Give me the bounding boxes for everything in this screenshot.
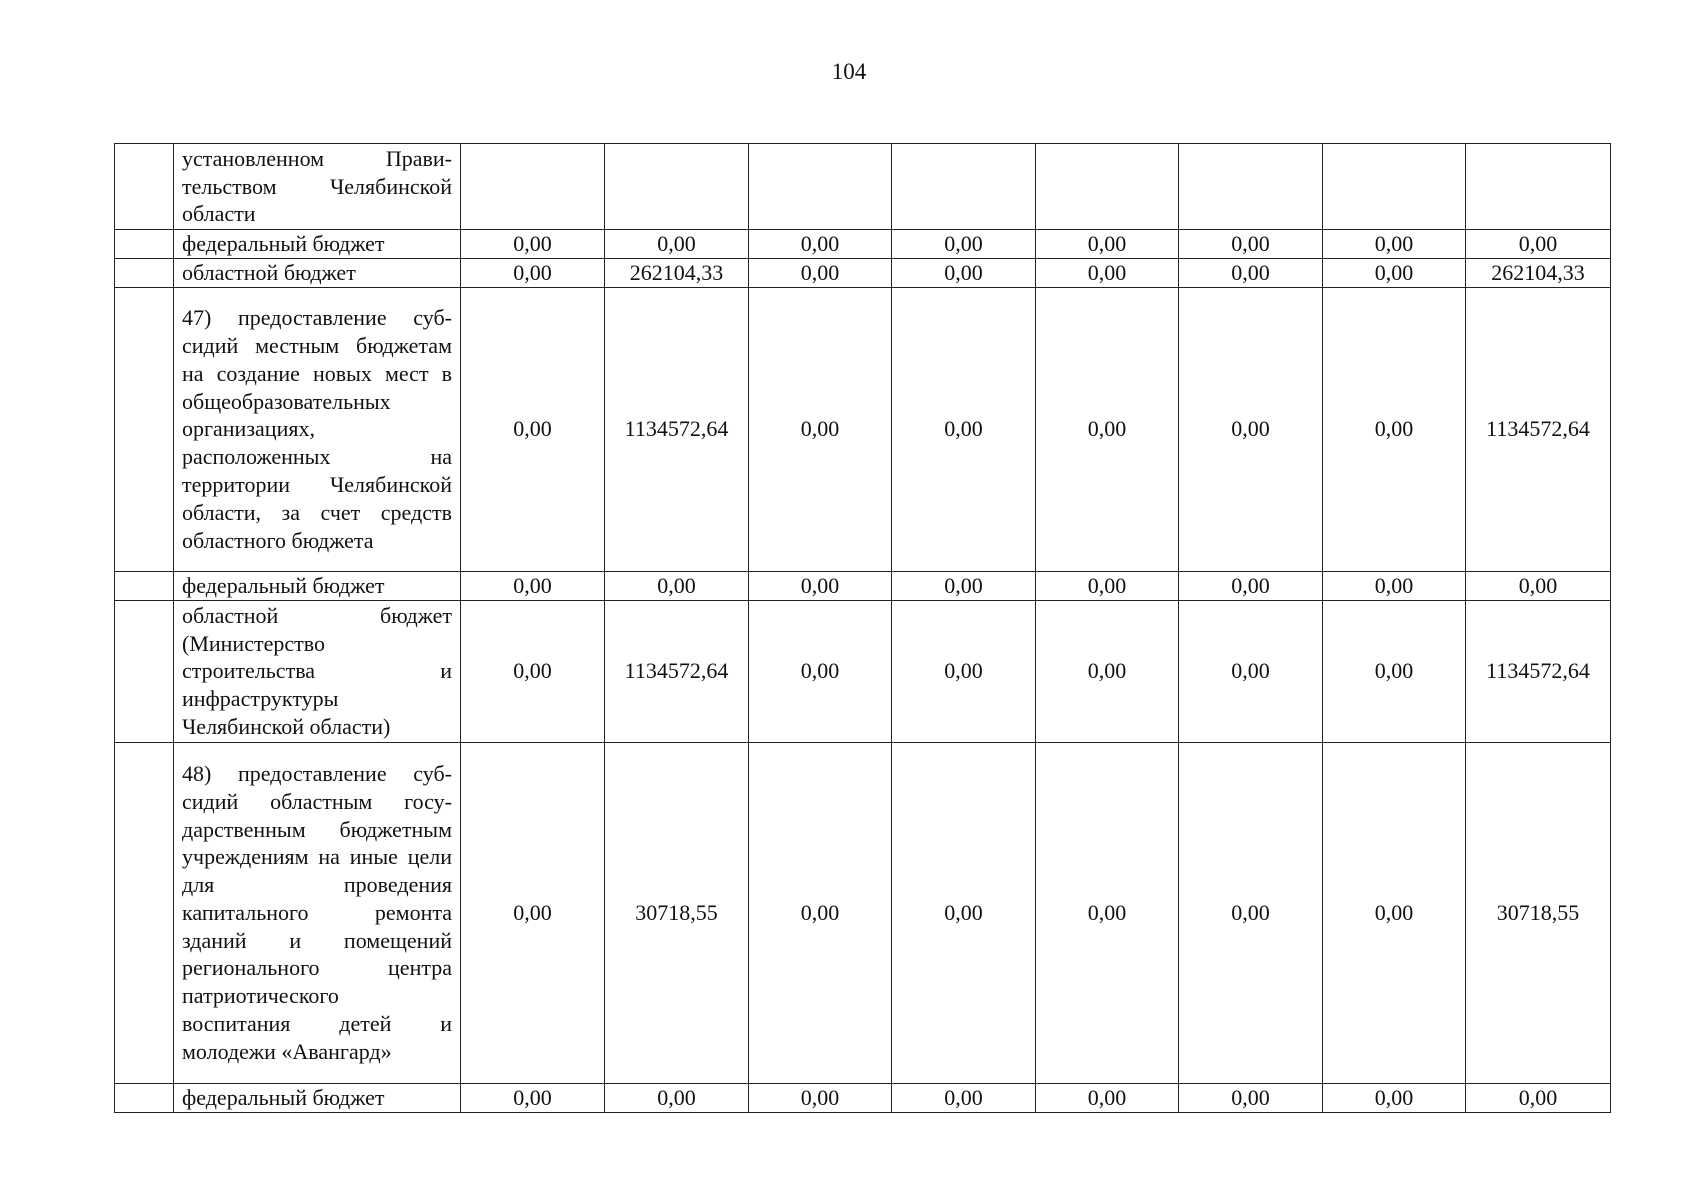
row-description: федеральный бюджет	[174, 1083, 461, 1112]
table-row	[115, 287, 1611, 571]
row-index-cell	[115, 259, 174, 288]
row-index-cell	[115, 571, 174, 600]
value-cell: 0,00	[1466, 230, 1611, 259]
value-cell: 0,00	[1323, 230, 1466, 259]
value-cell: 0,00	[749, 571, 892, 600]
value-cell	[749, 144, 892, 230]
value-cell: 0,00	[1323, 1083, 1466, 1112]
row-index-cell	[115, 742, 174, 1083]
value-cell: 0,00	[605, 571, 749, 600]
value-cell: 0,00	[1323, 287, 1466, 571]
value-cell: 0,00	[892, 230, 1036, 259]
value-cell: 0,00	[892, 259, 1036, 288]
value-cell: 0,00	[1179, 600, 1323, 742]
value-cell	[605, 144, 749, 230]
value-cell: 1134572,64	[605, 287, 749, 571]
value-cell: 0,00	[1323, 600, 1466, 742]
value-cell: 0,00	[892, 287, 1036, 571]
value-cell: 0,00	[1179, 259, 1323, 288]
row-index-cell	[115, 1083, 174, 1112]
table-row	[115, 600, 1611, 742]
budget-table	[114, 143, 1611, 1113]
row-index-cell	[115, 144, 174, 230]
value-cell: 30718,55	[1466, 742, 1611, 1083]
value-cell: 0,00	[1323, 571, 1466, 600]
value-cell: 0,00	[1036, 259, 1179, 288]
row-description: 47) предоставление суб-сидий местным бюджетам на создание новых мест в общеобразовательных организациях, расположенных на территории Челябинской области, за счет средств областного бюджета	[174, 287, 461, 571]
value-cell: 0,00	[749, 259, 892, 288]
value-cell: 0,00	[892, 1083, 1036, 1112]
row-index-cell	[115, 230, 174, 259]
value-cell: 0,00	[749, 230, 892, 259]
value-cell: 0,00	[1179, 1083, 1323, 1112]
value-cell: 0,00	[461, 1083, 605, 1112]
value-cell: 0,00	[892, 742, 1036, 1083]
row-description: областной бюджет (Министерство строительства и инфраструктуры Челябинской области)	[174, 600, 461, 742]
value-cell: 0,00	[749, 742, 892, 1083]
row-description: 48) предоставление суб-сидий областным госу-дарственным бюджетным учреждениям на иные цели для проведения капитального ремонта зданий и помещений регионального центра патриотического воспитания детей и молодежи «Авангард»	[174, 742, 461, 1083]
value-cell: 0,00	[749, 287, 892, 571]
table-row	[115, 1083, 1611, 1112]
row-description: федеральный бюджет	[174, 571, 461, 600]
value-cell: 262104,33	[1466, 259, 1611, 288]
value-cell: 0,00	[461, 742, 605, 1083]
row-index-cell	[115, 287, 174, 571]
value-cell: 0,00	[461, 230, 605, 259]
value-cell: 0,00	[605, 1083, 749, 1112]
table-row	[115, 742, 1611, 1083]
value-cell	[1179, 144, 1323, 230]
value-cell: 0,00	[1179, 742, 1323, 1083]
value-cell: 262104,33	[605, 259, 749, 288]
value-cell: 0,00	[1036, 742, 1179, 1083]
value-cell: 0,00	[1036, 230, 1179, 259]
value-cell: 0,00	[1179, 287, 1323, 571]
value-cell: 0,00	[461, 287, 605, 571]
value-cell: 0,00	[749, 600, 892, 742]
value-cell: 1134572,64	[1466, 600, 1611, 742]
value-cell	[1036, 144, 1179, 230]
table-row	[115, 230, 1611, 259]
row-description: федеральный бюджет	[174, 230, 461, 259]
table-row	[115, 144, 1611, 230]
value-cell: 0,00	[1179, 230, 1323, 259]
value-cell: 0,00	[1179, 571, 1323, 600]
value-cell: 0,00	[605, 230, 749, 259]
table-row	[115, 571, 1611, 600]
value-cell: 0,00	[1036, 600, 1179, 742]
value-cell: 0,00	[1036, 1083, 1179, 1112]
value-cell: 1134572,64	[605, 600, 749, 742]
value-cell: 0,00	[461, 571, 605, 600]
value-cell: 0,00	[1036, 287, 1179, 571]
value-cell: 30718,55	[605, 742, 749, 1083]
value-cell: 0,00	[892, 571, 1036, 600]
value-cell	[461, 144, 605, 230]
value-cell: 1134572,64	[1466, 287, 1611, 571]
value-cell: 0,00	[461, 600, 605, 742]
value-cell: 0,00	[1323, 259, 1466, 288]
value-cell: 0,00	[1036, 571, 1179, 600]
value-cell	[1466, 144, 1611, 230]
row-description: областной бюджет	[174, 259, 461, 288]
value-cell: 0,00	[1466, 571, 1611, 600]
value-cell: 0,00	[749, 1083, 892, 1112]
value-cell	[1323, 144, 1466, 230]
page-number: 104	[831, 59, 867, 84]
row-index-cell	[115, 600, 174, 742]
value-cell: 0,00	[892, 600, 1036, 742]
value-cell	[892, 144, 1036, 230]
value-cell: 0,00	[1323, 742, 1466, 1083]
row-description: установленном Прави-тельством Челябинской области	[174, 144, 461, 230]
value-cell: 0,00	[461, 259, 605, 288]
value-cell: 0,00	[1466, 1083, 1611, 1112]
table-row	[115, 259, 1611, 288]
